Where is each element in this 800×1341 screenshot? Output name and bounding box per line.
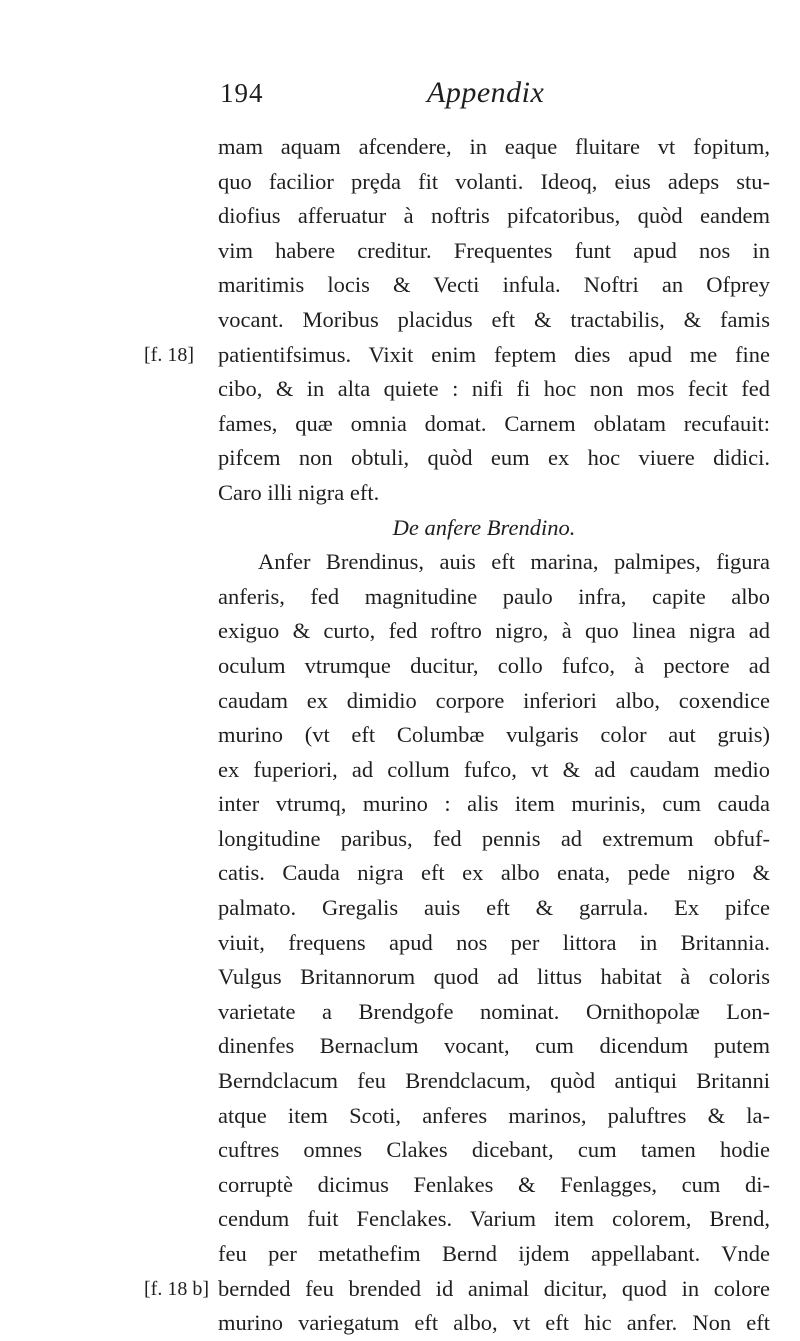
- text-line: inter vtrumq, murino : alis item murinis, cum cauda: [218, 791, 770, 817]
- text-line: quo facilior prȩda fit volanti. Ideoq, eius adeps stu-: [218, 168, 770, 194]
- text-line: feu per metathefim Bernd ijdem appellabant. Vnde: [218, 1241, 770, 1266]
- text-line: Caro illi nigra eft.: [218, 479, 380, 505]
- text-line: Anfer Brendinus, auis eft marina, palmipes, figura: [258, 549, 770, 575]
- text-line-content: bernded feu brended id animal dicitur, quod in colore: [218, 1275, 770, 1301]
- text-line-with-margin-ref: [144, 338, 770, 373]
- text-line: catis. Cauda nigra eft ex albo enata, pede nigro &: [218, 860, 770, 886]
- text-line: vocant. Moribus placidus eft & tractabilis, & famis: [218, 306, 770, 332]
- text-line: murino (vt eft Columbæ vulgaris color aut gruis): [218, 722, 770, 748]
- body-text: [144, 130, 770, 1341]
- text-line: atque item Scoti, anferes marinos, paluftres & la-: [218, 1102, 770, 1128]
- text-line: Vulgus Britannorum quod ad littus habitat à coloris: [218, 964, 770, 990]
- text-line: oculum vtrumque ducitur, collo fufco, à pectore ad: [218, 652, 770, 678]
- folio-reference-f18: [f. 18]: [144, 343, 194, 366]
- text-line: mam aquam afcendere, in eaque fluitare vt fopitum,: [218, 134, 770, 159]
- text-line: corruptè dicimus Fenlakes & Fenlagges, cum di-: [218, 1171, 770, 1197]
- running-head: [0, 78, 800, 118]
- text-line: exiguo & curto, fed roftro nigro, à quo linea nigra ad: [218, 618, 770, 644]
- text-line: varietate a Brendgofe nominat. Ornithopolæ Lon-: [218, 998, 770, 1024]
- text-line: anferis, fed magnitudine paulo infra, capite albo: [218, 583, 770, 609]
- text-line: maritimis locis & Vecti infula. Noftri an Ofprey: [218, 272, 770, 298]
- text-line: cendum fuit Fenclakes. Varium item colorem, Brend,: [218, 1206, 770, 1232]
- text-line: diofius afferuatur à noftris pifcatoribus, quòd eandem: [218, 203, 770, 229]
- page-number: 194: [220, 78, 264, 108]
- running-head-title: Appendix: [427, 76, 545, 109]
- text-line: dinenfes Bernaclum vocant, cum dicendum putem: [218, 1033, 770, 1059]
- text-line-with-margin-ref: [144, 1272, 770, 1307]
- text-line: ex fuperiori, ad collum fufco, vt & ad caudam medio: [218, 756, 770, 782]
- text-line: viuit, frequens apud nos per littora in Britannia.: [218, 929, 770, 955]
- text-line: murino variegatum eft albo, vt eft hic anfer. Non eft: [218, 1310, 770, 1336]
- text-line: pifcem non obtuli, quòd eum ex hoc viuere didici.: [218, 445, 770, 471]
- text-line-content: patientifsimus. Vixit enim feptem dies apud me fine: [218, 341, 770, 367]
- text-line: Berndclacum feu Brendclacum, quòd antiqui Britanni: [218, 1068, 770, 1094]
- text-line: cibo, & in alta quiete : nifi fi hoc non mos fecit fed: [218, 376, 770, 402]
- text-line: vim habere creditur. Frequentes funt apud nos in: [218, 237, 770, 263]
- section-heading: De anfere Brendino.: [392, 514, 576, 540]
- text-line: palmato. Gregalis auis eft & garrula. Ex pifce: [218, 895, 770, 921]
- text-line: cuftres omnes Clakes dicebant, cum tamen hodie: [218, 1137, 770, 1163]
- text-line: fames, quæ omnia domat. Carnem oblatam recufauit:: [218, 410, 770, 436]
- folio-reference-f18b: [f. 18 b]: [144, 1277, 209, 1300]
- text-line: caudam ex dimidio corpore inferiori albo, coxendice: [218, 687, 770, 713]
- text-line: longitudine paribus, fed pennis ad extremum obfuf-: [218, 825, 770, 851]
